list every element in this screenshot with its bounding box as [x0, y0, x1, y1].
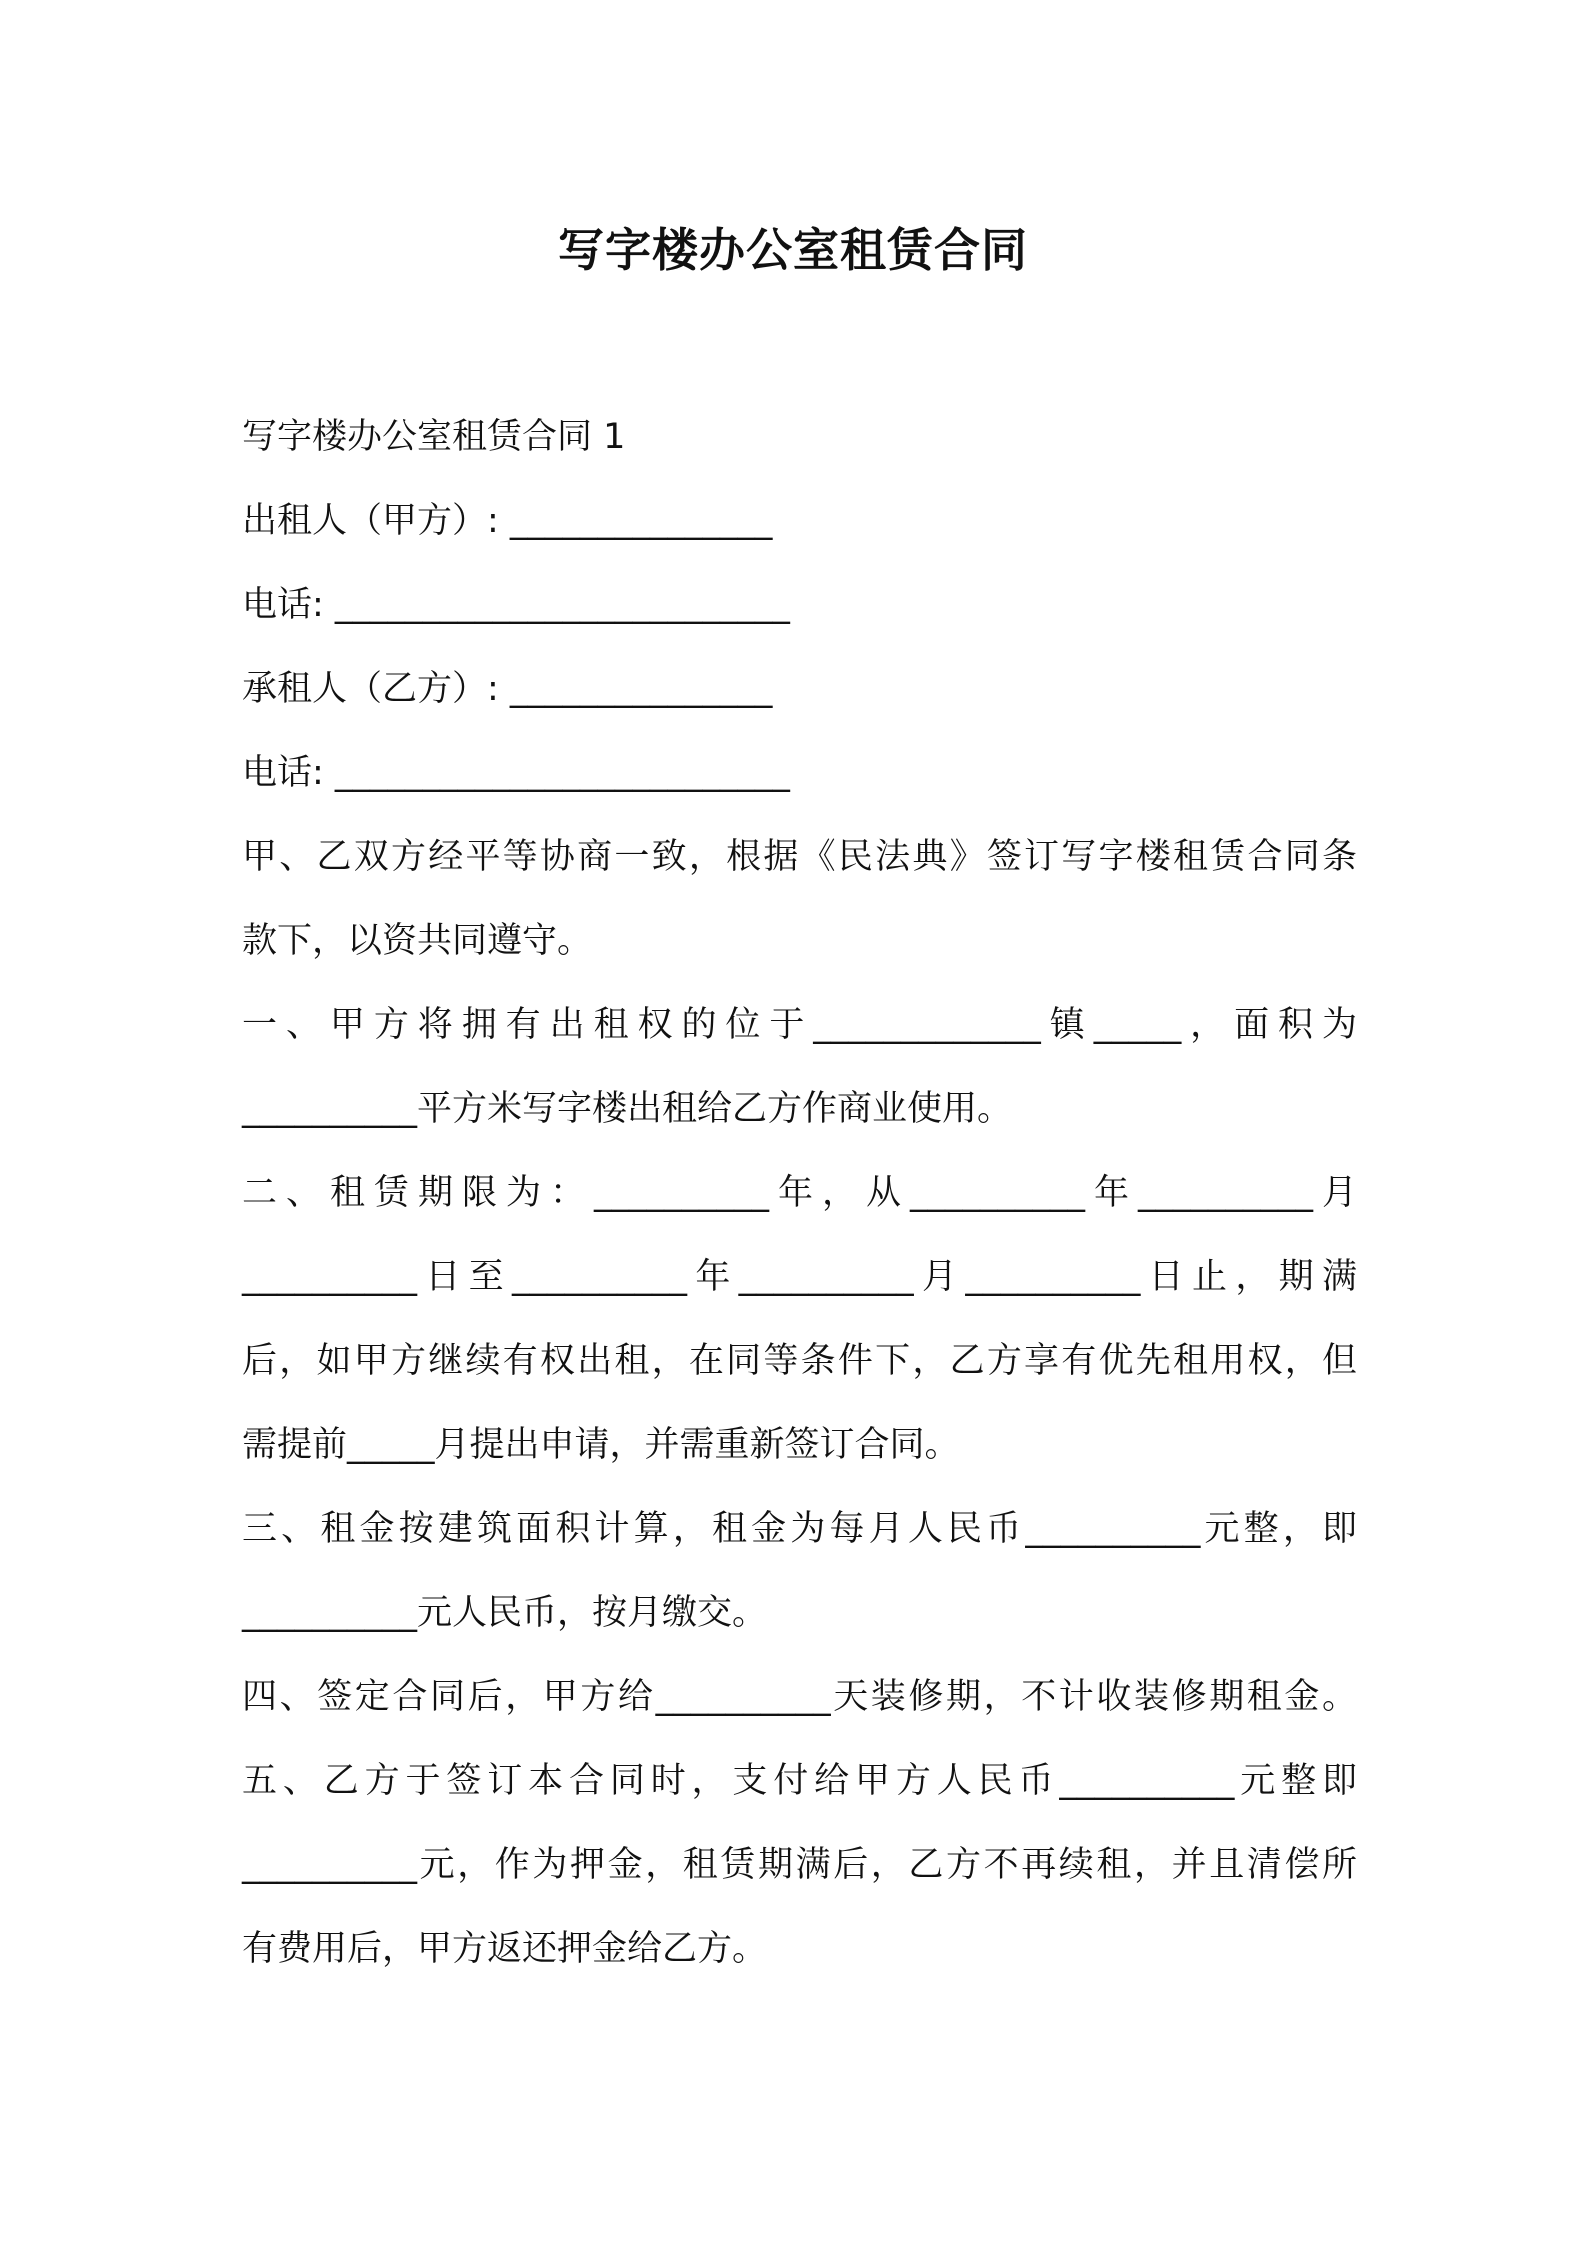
clause-3-line-1: 三、租金按建筑面积计算，租金为每月人民币__________元整，即 — [242, 1509, 1357, 1549]
clause-5-line-1: 五、乙方于签订本合同时，支付给甲方人民币__________元整即 — [242, 1761, 1357, 1801]
clause-1-line-1: 一、甲方将拥有出租权的位于_____________镇_____，面积为 — [242, 1005, 1357, 1045]
clause-2-line-1: 二、租赁期限为：__________年，从__________年__________月 — [242, 1173, 1357, 1213]
clause-5-line-3: 有费用后，甲方返还押金给乙方。 — [242, 1929, 768, 1969]
preamble-line-2: 款下，以资共同遵守。 — [242, 921, 593, 961]
clause-2-line-4: 需提前_____月提出申请，并需重新签订合同。 — [242, 1425, 960, 1465]
clause-2-line-2: __________日至__________年__________月__________日止，期满 — [242, 1257, 1357, 1297]
clause-3-line-2: __________元人民币，按月缴交。 — [242, 1593, 768, 1633]
document-title: 写字楼办公室租赁合同 — [558, 223, 1028, 277]
lessee-phone-field: 电话: __________________________ — [242, 753, 790, 793]
clause-2-line-3: 后，如甲方继续有权出租，在同等条件下，乙方享有优先租用权，但 — [242, 1341, 1357, 1381]
lessee-field: 承租人（乙方）: _______________ — [242, 669, 773, 709]
contract-subtitle: 写字楼办公室租赁合同 1 — [242, 417, 626, 457]
clause-5-line-2: __________元，作为押金，租赁期满后，乙方不再续租，并且清偿所 — [242, 1845, 1357, 1885]
lessor-phone-field: 电话: __________________________ — [242, 585, 790, 625]
clause-4-line-1: 四、签定合同后，甲方给__________天装修期，不计收装修期租金。 — [242, 1677, 1357, 1717]
preamble-line-1: 甲、乙双方经平等协商一致，根据《民法典》签订写字楼租赁合同条 — [242, 837, 1357, 877]
lessor-field: 出租人（甲方）: _______________ — [242, 501, 773, 541]
clause-1-line-2: __________平方米写字楼出租给乙方作商业使用。 — [242, 1089, 1013, 1129]
